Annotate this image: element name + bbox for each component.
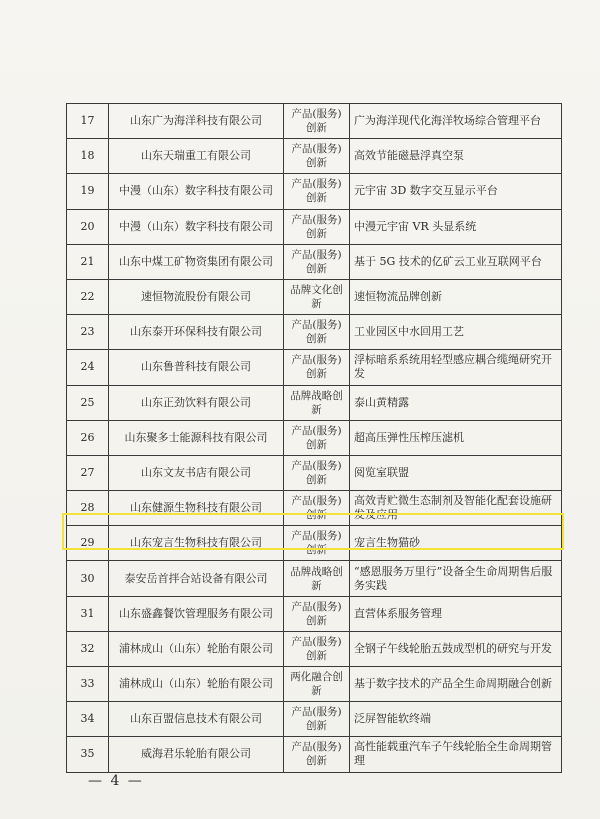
innovation-category: 产品(服务)创新 xyxy=(284,244,350,279)
row-number: 25 xyxy=(67,385,109,420)
page-number: — 4 — xyxy=(88,773,144,789)
innovation-category: 产品(服务)创新 xyxy=(284,455,350,490)
company-name: 山东广为海洋科技有限公司 xyxy=(109,104,284,139)
innovation-category: 品牌文化创新 xyxy=(284,279,350,314)
table-row xyxy=(67,596,562,631)
company-name: 山东中煤工矿物资集团有限公司 xyxy=(109,244,284,279)
row-number: 21 xyxy=(67,244,109,279)
table-row xyxy=(67,279,562,314)
table-row xyxy=(67,104,562,139)
table-row xyxy=(67,420,562,455)
innovation-category: 产品(服务)创新 xyxy=(284,209,350,244)
innovation-category: 产品(服务)创新 xyxy=(284,350,350,385)
project-name: “感恩服务万里行”设备全生命周期售后服务实践 xyxy=(350,561,562,596)
table-row xyxy=(67,244,562,279)
project-name: 基于数字技术的产品全生命周期融合创新 xyxy=(350,667,562,702)
company-name: 中漫（山东）数字科技有限公司 xyxy=(109,174,284,209)
company-name: 泰安岳首拌合站设备有限公司 xyxy=(109,561,284,596)
table-row xyxy=(67,315,562,350)
table-row xyxy=(67,139,562,174)
row-number: 33 xyxy=(67,667,109,702)
table-row xyxy=(67,350,562,385)
table-body xyxy=(67,104,562,773)
table-row xyxy=(67,209,562,244)
project-name: 基于 5G 技术的亿矿云工业互联网平台 xyxy=(350,244,562,279)
innovation-category: 产品(服务)创新 xyxy=(284,491,350,526)
row-number: 30 xyxy=(67,561,109,596)
innovation-category: 产品(服务)创新 xyxy=(284,315,350,350)
company-name: 山东聚多士能源科技有限公司 xyxy=(109,420,284,455)
table-row xyxy=(67,561,562,596)
company-name: 山东宠言生物科技有限公司 xyxy=(109,526,284,561)
project-name: 浮标暗系系统用轻型感应耦合缆绳研究开发 xyxy=(350,350,562,385)
table-row xyxy=(67,491,562,526)
row-number: 22 xyxy=(67,279,109,314)
company-name: 山东盛鑫餐饮管理服务有限公司 xyxy=(109,596,284,631)
row-number: 19 xyxy=(67,174,109,209)
project-name: 超高压弹性压榨压滤机 xyxy=(350,420,562,455)
company-name: 速恒物流股份有限公司 xyxy=(109,279,284,314)
innovation-category: 产品(服务)创新 xyxy=(284,420,350,455)
company-name: 山东天瑞重工有限公司 xyxy=(109,139,284,174)
innovation-category: 产品(服务)创新 xyxy=(284,737,350,772)
project-name: 高效节能磁悬浮真空泵 xyxy=(350,139,562,174)
table-row xyxy=(67,667,562,702)
innovation-category: 品牌战略创新 xyxy=(284,561,350,596)
innovation-category: 产品(服务)创新 xyxy=(284,702,350,737)
innovation-category: 产品(服务)创新 xyxy=(284,139,350,174)
innovation-category: 品牌战略创新 xyxy=(284,385,350,420)
company-name: 山东鲁普科技有限公司 xyxy=(109,350,284,385)
row-number: 18 xyxy=(67,139,109,174)
project-name: 速恒物流品牌创新 xyxy=(350,279,562,314)
row-number: 17 xyxy=(67,104,109,139)
project-name: 全钢子午线轮胎五鼓成型机的研究与开发 xyxy=(350,631,562,666)
company-name: 山东文友书店有限公司 xyxy=(109,455,284,490)
company-name: 中漫（山东）数字科技有限公司 xyxy=(109,209,284,244)
innovation-project-table xyxy=(66,103,562,773)
project-name: 泰山黄精露 xyxy=(350,385,562,420)
table-row xyxy=(67,631,562,666)
row-number: 35 xyxy=(67,737,109,772)
innovation-category: 两化融合创新 xyxy=(284,667,350,702)
table-row xyxy=(67,737,562,772)
table-row xyxy=(67,455,562,490)
company-name: 山东百盟信息技术有限公司 xyxy=(109,702,284,737)
table-row xyxy=(67,385,562,420)
innovation-category: 产品(服务)创新 xyxy=(284,104,350,139)
table-row xyxy=(67,526,562,561)
project-name: 阅览室联盟 xyxy=(350,455,562,490)
project-name: 元宇宙 3D 数字交互显示平台 xyxy=(350,174,562,209)
row-number: 26 xyxy=(67,420,109,455)
innovation-category: 产品(服务)创新 xyxy=(284,596,350,631)
row-number: 23 xyxy=(67,315,109,350)
company-name: 浦林成山（山东）轮胎有限公司 xyxy=(109,667,284,702)
company-name: 山东泰开环保科技有限公司 xyxy=(109,315,284,350)
innovation-category: 产品(服务)创新 xyxy=(284,174,350,209)
innovation-category: 产品(服务)创新 xyxy=(284,631,350,666)
row-number: 34 xyxy=(67,702,109,737)
row-number: 28 xyxy=(67,491,109,526)
project-name: 广为海洋现代化海洋牧场综合管理平台 xyxy=(350,104,562,139)
project-name: 直营体系服务管理 xyxy=(350,596,562,631)
project-name: 中漫元宇宙 VR 头显系统 xyxy=(350,209,562,244)
row-number: 29 xyxy=(67,526,109,561)
table-row xyxy=(67,702,562,737)
row-number: 32 xyxy=(67,631,109,666)
row-number: 24 xyxy=(67,350,109,385)
project-name: 泛屏智能软终端 xyxy=(350,702,562,737)
row-number: 27 xyxy=(67,455,109,490)
project-name: 高性能载重汽车子午线轮胎全生命周期管理 xyxy=(350,737,562,772)
table-row xyxy=(67,174,562,209)
company-name: 山东正劲饮料有限公司 xyxy=(109,385,284,420)
project-name: 工业园区中水回用工艺 xyxy=(350,315,562,350)
row-number: 31 xyxy=(67,596,109,631)
project-name: 高效青贮微生态制剂及智能化配套设施研发及应用 xyxy=(350,491,562,526)
project-name: 宠言生物猫砂 xyxy=(350,526,562,561)
row-number: 20 xyxy=(67,209,109,244)
innovation-category: 产品(服务)创新 xyxy=(284,526,350,561)
company-name: 威海君乐轮胎有限公司 xyxy=(109,737,284,772)
company-name: 浦林成山（山东）轮胎有限公司 xyxy=(109,631,284,666)
company-name: 山东健源生物科技有限公司 xyxy=(109,491,284,526)
